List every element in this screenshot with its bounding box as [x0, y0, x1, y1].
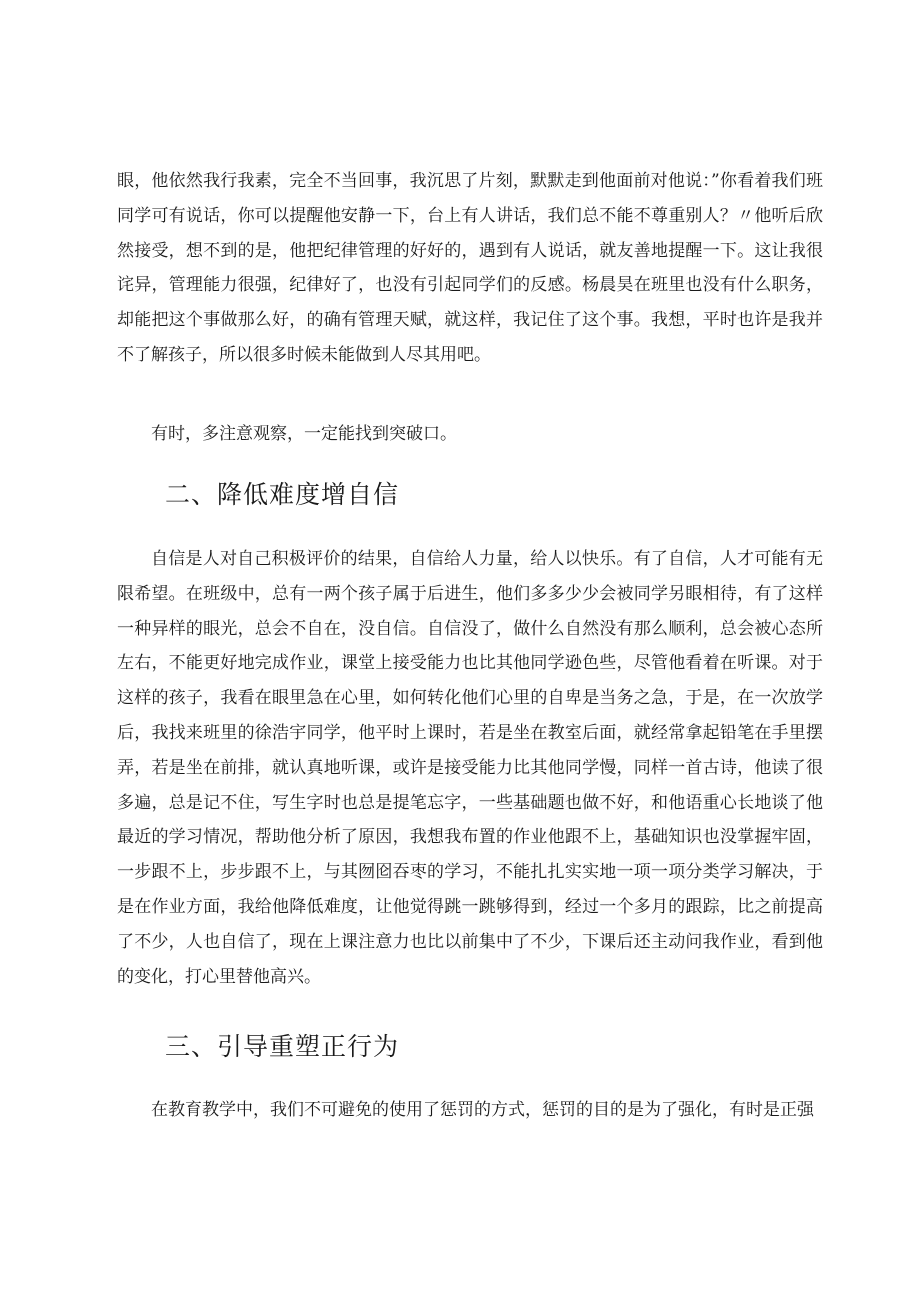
body-paragraph: 眼，他依然我行我素，完全不当回事，我沉思了片刻，默默走到他面前对他说：”你看着我们班同学可有说话，你可以提醒他安静一下，台上有人讲话，我们总不能不尊重别人？〃他听后欣然接受，想不到的是，他把纪律管理的好好的，遇到有人说话，就友善地提醒一下。这让我很诧异，管理能力很强，纪律好了，也没有引起同学们的反感。杨晨昊在班里也没有什么职务，却能把这个事做那么好，的确有管理天赋，就这样，我记住了这个事。我想，平时也许是我并不了解孩子，所以很多时候未能做到人尽其用吧。	[117, 171, 823, 365]
body-paragraph: 有时，多注意观察，一定能找到突破口。	[151, 424, 457, 444]
section-heading: 二、降低难度增自信	[165, 480, 400, 509]
section-heading: 三、引导重塑正行为	[165, 1032, 400, 1061]
body-paragraph: 在教育教学中，我们不可避免的使用了惩罚的方式，惩罚的目的是为了强化，有时是正强	[151, 1100, 814, 1120]
body-paragraph: 自信是人对自己积极评价的结果，自信给人力量，给人以快乐。有了自信，人才可能有无限希望。在班级中，总有一两个孩子属于后进生，他们多多少少会被同学另眼相待，有了这样一种异样的眼光，总会不自在，没自信。自信没了，做什么自然没有那么顺利，总会被心态所左右，不能更好地完成作业，课堂上接受能力也比其他同学逊色些，尽管他看着在听课。对于这样的孩子，我看在眼里急在心里，如何转化他们心里的自卑是当务之急，于是，在一次放学后，我找来班里的徐浩宇同学，他平时上课时，若是坐在教室后面，就经常拿起铅笔在手里摆弄，若是坐在前排，就认真地听课，或许是接受能力比其他同学慢，同样一首古诗，他读了很多遍，总是记不住，写生字时也总是提笔忘字，一些基础题也做不好，和他语重心长地谈了他最近的学习情况，帮助他分析了原因，我想我布置的作业他跟不上，基础知识也没掌握牢固，一步跟不上，步步跟不上，与其囫囵吞枣的学习，不能扎扎实实地一项一项分类学习解决，于是在作业方面，我给他降低难度，让他觉得跳一跳够得到，经过一个多月的跟踪，比之前提高了不少，人也自信了，现在上课注意力也比以前集中了不少，下课后还主动问我作业，看到他的变化，打心里替他高兴。	[117, 549, 823, 987]
